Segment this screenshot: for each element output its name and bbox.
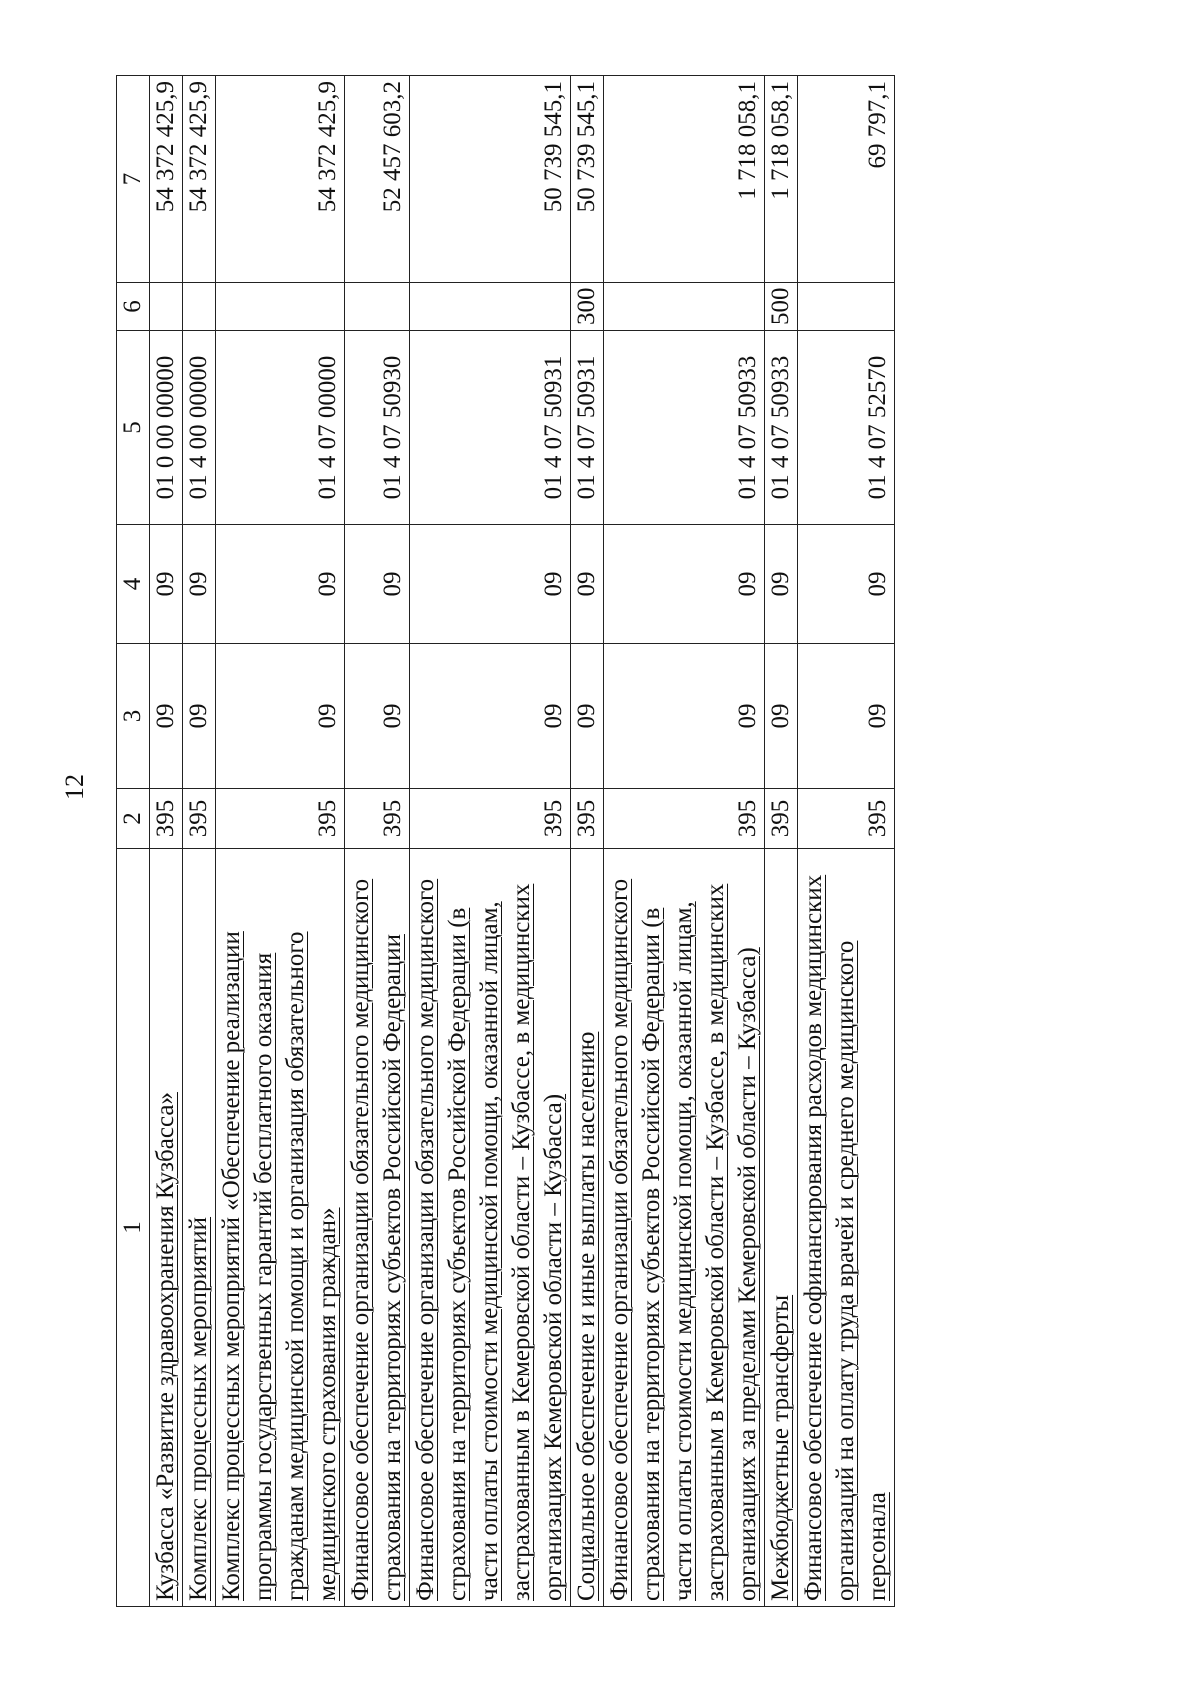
row-c2: 395 [345,789,410,849]
row-c5: 01 4 07 50931 [571,331,604,525]
header-col-4: 4 [117,525,150,644]
row-c6 [410,283,571,331]
table-row [798,76,895,1607]
row-c3: 09 [798,644,895,789]
table-row [604,76,765,1607]
row-c2: 395 [410,789,571,849]
row-c3: 09 [183,644,216,789]
row-c5: 01 0 00 00000 [150,331,183,525]
row-c3: 09 [345,644,410,789]
row-c4: 09 [604,525,765,644]
table-row [765,76,798,1607]
row-c4: 09 [183,525,216,644]
row-c2: 395 [216,789,345,849]
table-row [410,76,571,1607]
row-c4: 09 [150,525,183,644]
header-col-1: 1 [117,849,150,1607]
row-c3: 09 [150,644,183,789]
page-number: 12 [60,774,89,800]
row-name: Межбюджетные трансферты [765,849,798,1607]
row-name: Финансовое обеспечение организации обязательного медицинского страхования на территориях субъектов Российской Федерации [345,849,410,1607]
table-row [183,76,216,1607]
row-c3: 09 [571,644,604,789]
header-col-3: 3 [117,644,150,789]
row-c5: 01 4 00 00000 [183,331,216,525]
row-c7: 69 797,1 [798,76,895,283]
row-c2: 395 [150,789,183,849]
header-col-6: 6 [117,283,150,331]
row-c4: 09 [345,525,410,644]
row-c6 [216,283,345,331]
row-c5: 01 4 07 50933 [604,331,765,525]
row-c2: 395 [604,789,765,849]
table-row [571,76,604,1607]
row-c2: 395 [571,789,604,849]
table-row [216,76,345,1607]
table-header-row [117,76,150,1607]
row-name: Социальное обеспечение и иные выплаты населению [571,849,604,1607]
row-c7: 54 372 425,9 [183,76,216,283]
table-row [345,76,410,1607]
row-c5: 01 4 07 00000 [216,331,345,525]
row-c6 [150,283,183,331]
budget-table [116,75,895,1607]
row-c6: 500 [765,283,798,331]
row-c3: 09 [216,644,345,789]
row-c4: 09 [765,525,798,644]
row-name: Комплекс процессных мероприятий [183,849,216,1607]
row-c4: 09 [571,525,604,644]
row-c7: 54 372 425,9 [216,76,345,283]
row-c5: 01 4 07 50933 [765,331,798,525]
document-rotated-container [116,76,1056,1607]
row-c2: 395 [798,789,895,849]
header-col-5: 5 [117,331,150,525]
header-col-2: 2 [117,789,150,849]
row-c3: 09 [604,644,765,789]
row-c6 [604,283,765,331]
row-c5: 01 4 07 50931 [410,331,571,525]
row-c2: 395 [183,789,216,849]
row-c6 [183,283,216,331]
row-c7: 52 457 603,2 [345,76,410,283]
row-c4: 09 [798,525,895,644]
row-c5: 01 4 07 52570 [798,331,895,525]
row-c6 [798,283,895,331]
row-c6 [345,283,410,331]
row-c7: 50 739 545,1 [571,76,604,283]
row-name: Комплекс процессных мероприятий «Обеспечение реализации программы государственных гарантий бесплатного оказания гражданам медицинской помощи и организация обязательного медицинского страхования граждан» [216,849,345,1607]
row-c3: 09 [410,644,571,789]
row-c7: 1 718 058,1 [765,76,798,283]
row-c2: 395 [765,789,798,849]
row-c7: 1 718 058,1 [604,76,765,283]
row-c4: 09 [216,525,345,644]
row-c3: 09 [765,644,798,789]
row-name: Кузбасса «Развитие здравоохранения Кузбасса» [150,849,183,1607]
row-c7: 50 739 545,1 [410,76,571,283]
row-name: Финансовое обеспечение организации обязательного медицинского страхования на территориях субъектов Российской Федерации (в части оплаты стоимости медицинской помощи, оказанной лицам, застрахованным в Кемеровской области – Кузбассе, в медицинских организациях Кемеровской области – Кузбасса) [410,849,571,1607]
row-name: Финансовое обеспечение организации обязательного медицинского страхования на территориях субъектов Российской Федерации (в части оплаты стоимости медицинской помощи, оказанной лицам, застрахованным в Кемеровской области – Кузбассе, в медицинских организациях за пределами Кемеровской области – Кузбасса) [604,849,765,1607]
row-c6: 300 [571,283,604,331]
header-col-7: 7 [117,76,150,283]
row-c7: 54 372 425,9 [150,76,183,283]
row-name: Финансовое обеспечение софинансирования расходов медицинских организаций на оплату труда врачей и среднего медицинского персонала [798,849,895,1607]
table-row [150,76,183,1607]
row-c4: 09 [410,525,571,644]
row-c5: 01 4 07 50930 [345,331,410,525]
